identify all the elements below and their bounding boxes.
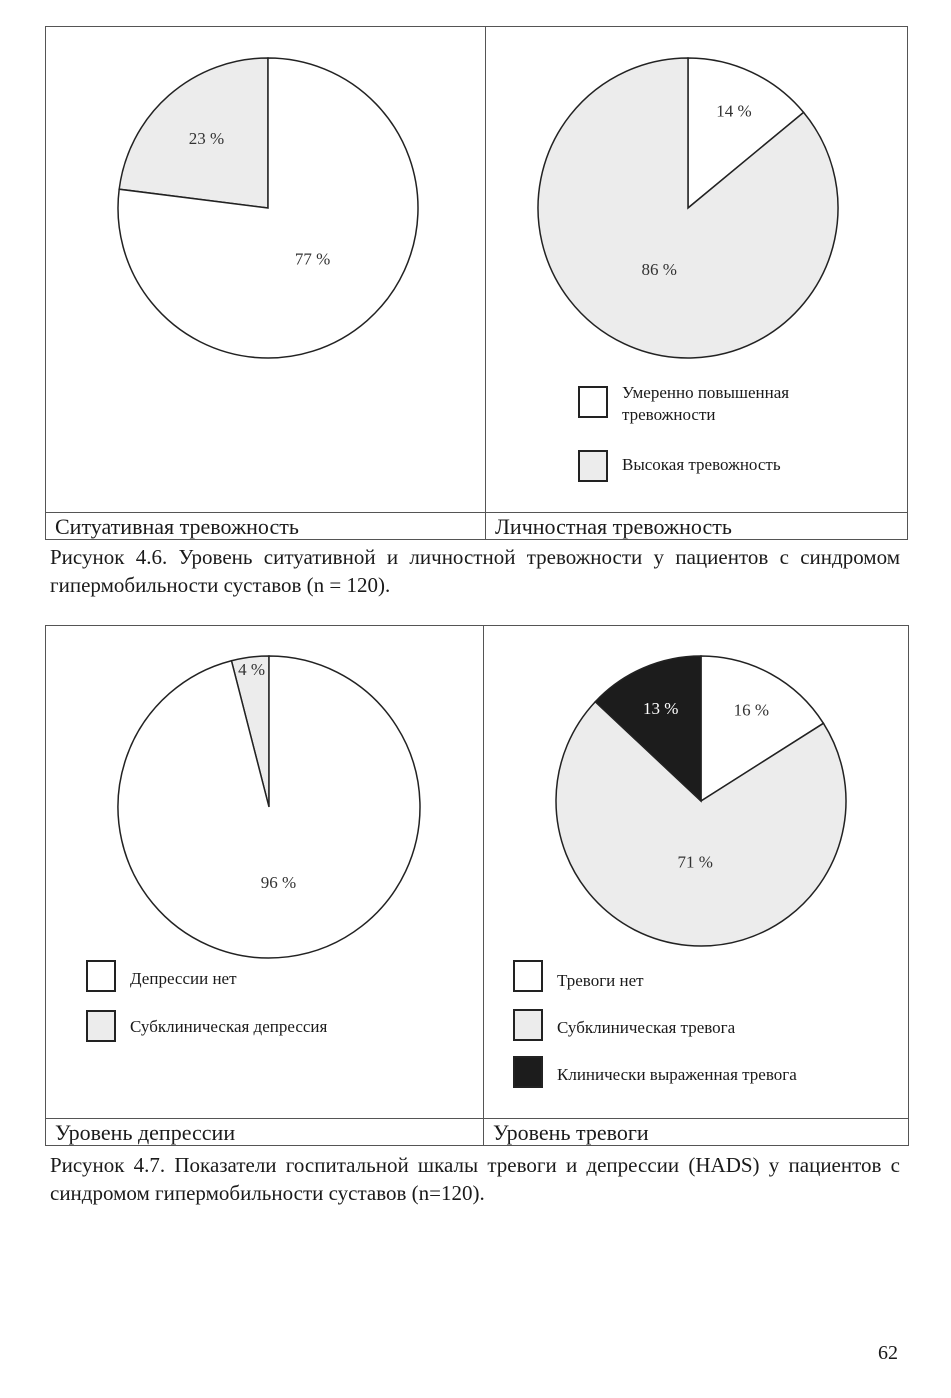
legend-swatch-subclinical-anxiety bbox=[513, 1009, 543, 1041]
pie-slice-label: 96 % bbox=[260, 872, 297, 892]
figure-4-7-divider bbox=[483, 625, 484, 1146]
depression-legend bbox=[86, 960, 466, 1050]
pie-slice-label: 16 % bbox=[733, 700, 770, 720]
legend-label-subclinical-depression: Субклиническая депрессия bbox=[130, 1017, 328, 1036]
legend-label-no-depression: Депрессии нет bbox=[130, 969, 237, 988]
pie-slice-label: 4 % bbox=[238, 660, 266, 680]
legend-item-moderate bbox=[578, 383, 842, 426]
pie-slice-label: 77 % bbox=[294, 249, 331, 269]
pie-slice-label: 13 % bbox=[642, 698, 679, 718]
legend-item-subclinical-depression bbox=[86, 1010, 327, 1042]
figure-4-7-caption: Рисунок 4.7. Показатели госпитальной шкалы тревоги и депрессии (HADS) у пациентов с синдромом гипермобильности суставов (n=120). bbox=[50, 1153, 900, 1205]
pie-slice-label: 14 % bbox=[716, 101, 752, 121]
legend-swatch-moderate bbox=[578, 386, 608, 418]
legend-item-subclinical-anxiety bbox=[513, 1009, 735, 1041]
legend-item-high bbox=[578, 450, 781, 482]
pie-slice-label: 86 % bbox=[641, 260, 677, 280]
legend-item-no-anxiety bbox=[513, 960, 644, 992]
personal-anxiety-pie bbox=[537, 57, 839, 359]
legend-swatch-high bbox=[578, 450, 608, 482]
legend-swatch-subclinical-depression bbox=[86, 1010, 116, 1042]
personal-anxiety-title: Личностная тревожность bbox=[495, 514, 732, 539]
figure-4-7-caption-rule bbox=[45, 1118, 909, 1119]
figure-4-6-divider bbox=[485, 26, 486, 540]
legend-swatch-clinical-anxiety bbox=[513, 1056, 543, 1088]
legend-label-clinical-anxiety: Клинически выраженная тревога bbox=[557, 1065, 797, 1084]
legend-label-moderate: Умеренно повышенная тревожности bbox=[622, 383, 790, 424]
anxiety-level-title: Уровень тревоги bbox=[493, 1120, 649, 1145]
legend-label-no-anxiety: Тревоги нет bbox=[557, 971, 644, 990]
pie-slice-label: 23 % bbox=[188, 129, 225, 149]
legend-label-subclinical-anxiety: Субклиническая тревога bbox=[557, 1018, 736, 1037]
legend-swatch-no-anxiety bbox=[513, 960, 543, 992]
figure-4-6-legend bbox=[578, 378, 898, 488]
legend-item-no-depression bbox=[86, 960, 237, 992]
anxiety-legend bbox=[513, 960, 893, 1090]
pie-slice-label: 71 % bbox=[677, 852, 713, 872]
legend-swatch-no-depression bbox=[86, 960, 116, 992]
figure-4-6-caption-rule bbox=[45, 512, 908, 513]
legend-item-clinical-anxiety bbox=[513, 1056, 797, 1088]
situational-anxiety-title: Ситуативная тревожность bbox=[55, 514, 299, 539]
depression-level-title: Уровень депрессии bbox=[55, 1120, 236, 1145]
anxiety-level-pie bbox=[555, 655, 847, 947]
depression-level-pie bbox=[117, 655, 421, 959]
pie-slice bbox=[118, 656, 420, 958]
page-number: 62 bbox=[878, 1342, 898, 1364]
legend-label-high: Высокая тревожность bbox=[622, 455, 781, 474]
figure-4-6-caption: Рисунок 4.6. Уровень ситуативной и личностной тревожности у пациентов с синдромом гипермобильности суставов (n = 120). bbox=[50, 545, 900, 597]
situational-anxiety-pie bbox=[111, 57, 425, 359]
